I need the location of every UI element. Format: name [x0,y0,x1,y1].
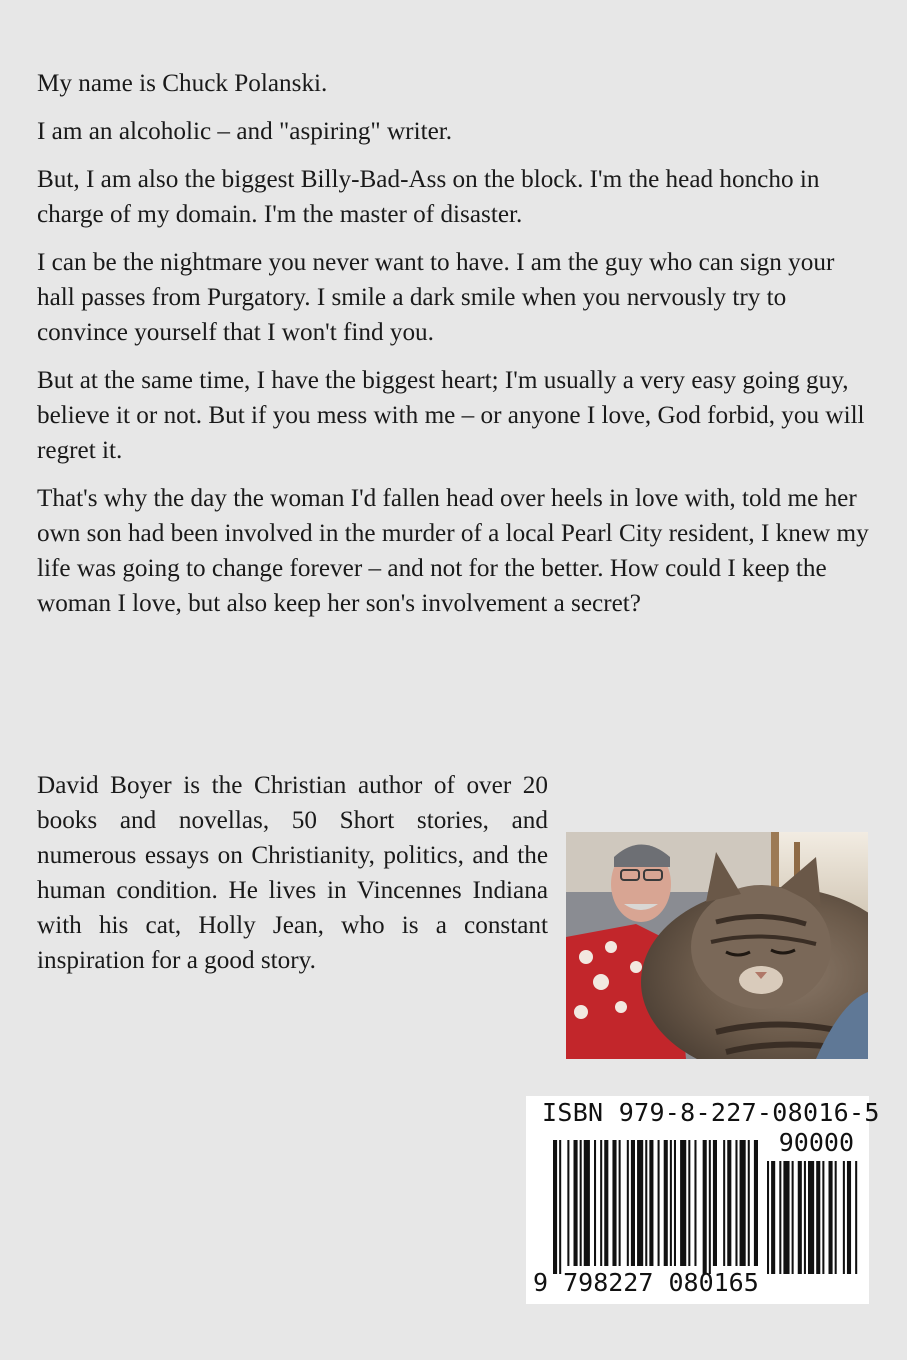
barcode-bar [670,1140,672,1266]
blurb-paragraph: That's why the day the woman I'd fallen head over heels in love with, told me her own son had been involved in the murder of a local Pearl City resident, I knew my life was going to change forever – and not for the better. How could I keep the woman I love, but also keep her son's involvement a secret? [37,485,869,617]
author-photo-image [566,832,868,1059]
barcode-bar [740,1140,746,1266]
barcode-addon-bar [822,1161,824,1274]
barcode-addon-bar [855,1161,857,1274]
barcode-bar [584,1140,590,1266]
blurb-paragraph: My name is Chuck Polanski. [37,70,328,97]
barcode-bar [604,1140,608,1266]
barcode-bar [627,1140,629,1266]
barcode-addon-bar [779,1161,781,1274]
barcode-bar [567,1140,569,1266]
barcode-addon-bar [829,1161,833,1274]
back-cover-blurb [37,66,870,634]
barcode-addon-bar [771,1161,775,1274]
barcode-bar [594,1140,596,1266]
barcode-addon-bar [847,1161,851,1274]
barcode-bar [637,1140,643,1266]
barcode-bar [580,1140,582,1266]
barcode-digits: 9 798227 080165 [533,1268,759,1297]
barcode-bar [574,1140,578,1266]
barcode-addon-bar [843,1161,845,1274]
blurb-paragraph: I can be the nightmare you never want to have. I am the guy who can sign your hall passes from Purgatory. I smile a dark smile when you nervously try to convince yourself that I won't find you. [37,249,835,346]
barcode-addon-bar [798,1161,802,1274]
isbn-barcode [526,1096,880,1304]
barcode-bar [619,1140,621,1266]
barcode-bar [559,1140,561,1274]
barcode-bar [664,1140,668,1266]
isbn-label: ISBN 979-8-227-08016-5 [542,1098,880,1127]
barcode-bar [748,1140,750,1266]
barcode-addon-bar [804,1161,806,1274]
author-bio: David Boyer is the Christian author of over 20 books and novellas, 50 Short stories, and numerous essays on Christianity, politics, and the human condition. He lives in Vincennes Indiana with his cat, Holly Jean, who is a constant inspiration for a good story. [37,772,548,974]
barcode-addon-bar [808,1161,814,1274]
barcode-bar [735,1140,737,1266]
blurb-paragraph: But, I am also the biggest Billy-Bad-Ass on the block. I'm the head honcho in charge of my domain. I'm the master of disaster. [37,166,820,228]
barcode-bar [713,1140,717,1266]
barcode-bar [658,1140,660,1266]
barcode-addon-bar [835,1161,837,1274]
barcode-bar [680,1140,686,1266]
barcode-bar [600,1140,602,1266]
barcode-bar [723,1140,725,1266]
barcode-addon-bar [816,1161,820,1274]
barcode-bar [631,1140,635,1266]
barcode-bar [754,1140,758,1266]
blurb-paragraph: I am an alcoholic – and "aspiring" writer. [37,118,453,145]
barcode-bar [709,1140,711,1274]
barcode-bar [553,1140,557,1274]
barcode-addon-bar [767,1161,769,1274]
author-photo [566,832,868,1059]
barcode-bar [703,1140,707,1274]
barcode-bar [649,1140,653,1266]
barcode-bar [727,1140,731,1266]
blurb-paragraph: But at the same time, I have the biggest heart; I'm usually a very easy going guy, believe it or not. But if you mess with me – or anyone I love, God forbid, you will regret it. [37,367,865,464]
barcode-bar [688,1140,690,1266]
barcode-bar [645,1140,647,1266]
barcode-bar [694,1140,696,1266]
barcode-addon-bar [783,1161,789,1274]
barcode-bar [612,1140,616,1266]
price-code: 90000 [778,1128,854,1157]
barcode-addon-bar [792,1161,794,1274]
barcode-bar [674,1140,676,1266]
